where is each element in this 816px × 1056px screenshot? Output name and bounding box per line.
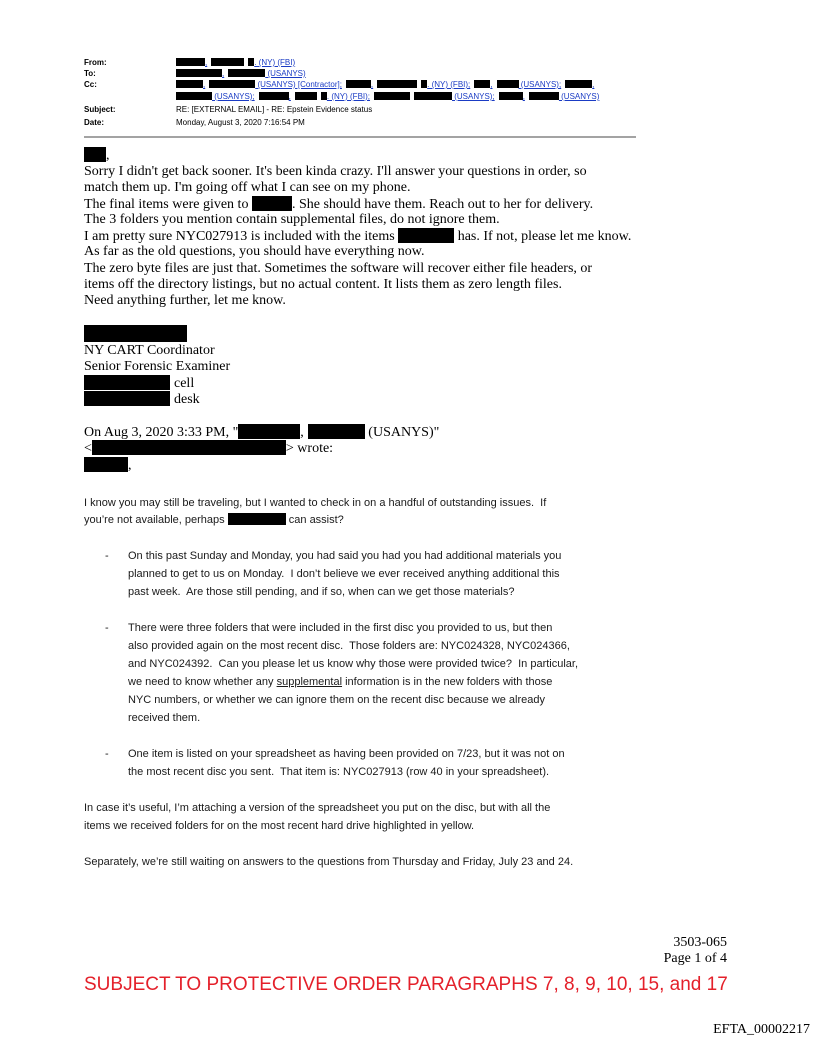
cc-segment: , [522,92,525,101]
from-value[interactable] [176,57,295,68]
cc-segment: , [370,80,374,89]
redaction-box [176,69,225,78]
quote-header-text: (USANYS)" [364,425,440,441]
signature-cell [84,375,194,392]
redaction-box [84,391,170,406]
cc-value-line2[interactable] [176,91,599,102]
from-label: From: [84,58,107,67]
bullet-line: On this past Sunday and Monday, you had said you had you had additional materials you [128,550,562,562]
quote-header-text: < [84,441,92,457]
quoted-closing-line: items we received folders for on the most recent hard drive highlighted in yellow. [84,820,475,832]
subject-value: RE: [EXTERNAL EMAIL] - RE: Epstein Evidence status [176,105,373,114]
redaction-box [529,92,559,100]
bullet-text: information is in the new folders with those [342,676,553,688]
redaction-box [565,80,595,89]
from-agency: . (NY) (FBI) [254,58,296,67]
bullet-line: NYC numbers, or whether we can ignore them on the recent disc because we already [128,694,545,706]
quote-header-text: , [300,425,304,441]
bates-number: EFTA_00002217 [713,1022,810,1037]
cc-segment: , [592,80,595,89]
greeting-punct: , [128,458,132,474]
reply-line: The 3 folders you mention contain supplemental files, do not ignore them. [84,212,500,227]
redaction-box [228,513,286,525]
redaction-box [259,92,289,100]
quoted-closing-line: In case it’s useful, I’m attaching a version of the spreadsheet you put on the disc, but with all the [84,802,551,814]
quoted-text: can assist? [285,514,344,526]
to-agency: (USANYS) [265,69,306,78]
redaction-box [414,92,452,100]
redaction-box [377,80,417,88]
quoted-intro-line: I know you may still be traveling, but I wanted to check in on a handful of outstanding issues. If [84,497,547,509]
redaction-box [176,80,206,89]
redaction-box [84,457,128,472]
reply-text: . She should have them. Reach out to her for delivery. [291,197,594,213]
redaction-box [92,440,286,455]
bullet-dash: - [105,748,109,760]
subject-label: Subject: [84,105,116,114]
cc-segment: , [203,80,206,89]
bullet-dash: - [105,622,109,634]
reply-text: The final items were given to [84,197,252,213]
redaction-box [176,58,208,67]
cc-segment: (USANYS) [Contractor]; [255,80,342,89]
to-punct: , [222,69,225,78]
redaction-box [211,58,244,66]
cc-segment: . (NY) (FBI); [427,80,471,89]
quote-header-text: > wrote: [285,441,334,457]
redaction-box [238,424,300,439]
redaction-box [84,147,106,162]
cc-segment: . (NY) (FBI); [326,92,371,101]
redaction-box [295,92,317,100]
redaction-box [474,80,493,89]
quoted-text: you’re not available, perhaps [84,514,228,526]
bullet-line: received them. [128,712,201,724]
to-label: To: [84,69,96,78]
page-number: Page 1 of 4 [663,951,727,966]
reply-greeting [84,147,110,164]
bullet-line: past week. Are those still pending, and if so, when can we get those materials? [128,586,515,598]
cc-segment: , [490,80,493,89]
exhibit-number: 3503-065 [673,935,727,950]
cc-value-line1[interactable] [176,79,594,90]
date-label: Date: [84,118,105,127]
bullet-line: and NYC024392. Can you please let us know why those were provided twice? In particular, [128,658,579,670]
reply-line [84,228,631,245]
protective-order-notice: SUBJECT TO PROTECTIVE ORDER PARAGRAPHS 7, 8, 9, 10, 15, and 17 [84,974,728,995]
reply-line: As far as the old questions, you should have everything now. [84,244,425,259]
cc-segment: , [288,92,291,101]
redaction-box [84,325,187,342]
cc-segment: (USANYS) [558,92,600,101]
quote-header-line1 [84,424,439,441]
signature-desk [84,391,200,408]
redaction-box [308,424,365,439]
quote-header-line2 [84,440,333,457]
redaction-box [374,92,410,100]
redaction-box [499,92,523,100]
redaction-box [84,375,170,390]
reply-line: items off the directory listings, but no actual content. It lists them as zero length files. [84,277,562,292]
greeting-punct: , [106,148,110,164]
quote-greeting [84,457,132,474]
to-value[interactable] [176,68,306,79]
redaction-box [228,69,265,77]
from-punct: , [205,58,208,67]
quote-header-text: On Aug 3, 2020 3:33 PM, " [84,425,239,441]
cc-segment: (USANYS); [518,80,562,89]
cc-segment: (USANYS); [212,92,255,101]
reply-line: The zero byte files are just that. Sometimes the software will recover either file headers, or [84,261,593,276]
redaction-box [497,80,519,88]
bullet-line: One item is listed on your spreadsheet as having been provided on 7/23, but it was not on [128,748,565,760]
bullet-line [128,674,552,691]
header-divider [84,136,636,138]
redaction-box [209,80,255,88]
underlined-word: supplemental [276,676,343,688]
reply-text: has. If not, please let me know. [454,229,632,245]
reply-line [84,196,593,213]
reply-line: match them up. I'm going off what I can see on my phone. [84,180,411,195]
bullet-line: There were three folders that were included in the first disc you provided to us, but then [128,622,553,634]
redaction-box [176,92,212,100]
quoted-intro-line [84,512,344,529]
bullet-line: the most recent disc you sent. That item is: NYC027913 (row 40 in your spreadsheet). [128,766,550,778]
signature-title: NY CART Coordinator [84,343,215,358]
redaction-box [346,80,374,89]
signature-title: Senior Forensic Examiner [84,359,231,374]
cell-label: cell [174,376,195,392]
redaction-box [398,228,454,243]
date-value: Monday, August 3, 2020 7:16:54 PM [176,118,305,127]
reply-text: I am pretty sure NYC027913 is included with the items [84,229,399,245]
bullet-line: also provided again on the most recent disc. Those folders are: NYC024328, NYC024366, [128,640,570,652]
cc-label: Cc: [84,80,97,89]
reply-line: Need anything further, let me know. [84,293,286,308]
bullet-text: we need to know whether any [128,676,277,688]
redaction-box [252,196,292,211]
bullet-dash: - [105,550,109,562]
desk-label: desk [174,392,200,408]
quoted-closing-line: Separately, we’re still waiting on answers to the questions from Thursday and Friday, July 23 and 24. [84,856,574,868]
cc-segment: (USANYS); [452,92,495,101]
bullet-line: planned to get to us on Monday. I don’t believe we ever received anything additional this [128,568,560,580]
reply-line: Sorry I didn't get back sooner. It's been kinda crazy. I'll answer your questions in order, so [84,164,587,179]
